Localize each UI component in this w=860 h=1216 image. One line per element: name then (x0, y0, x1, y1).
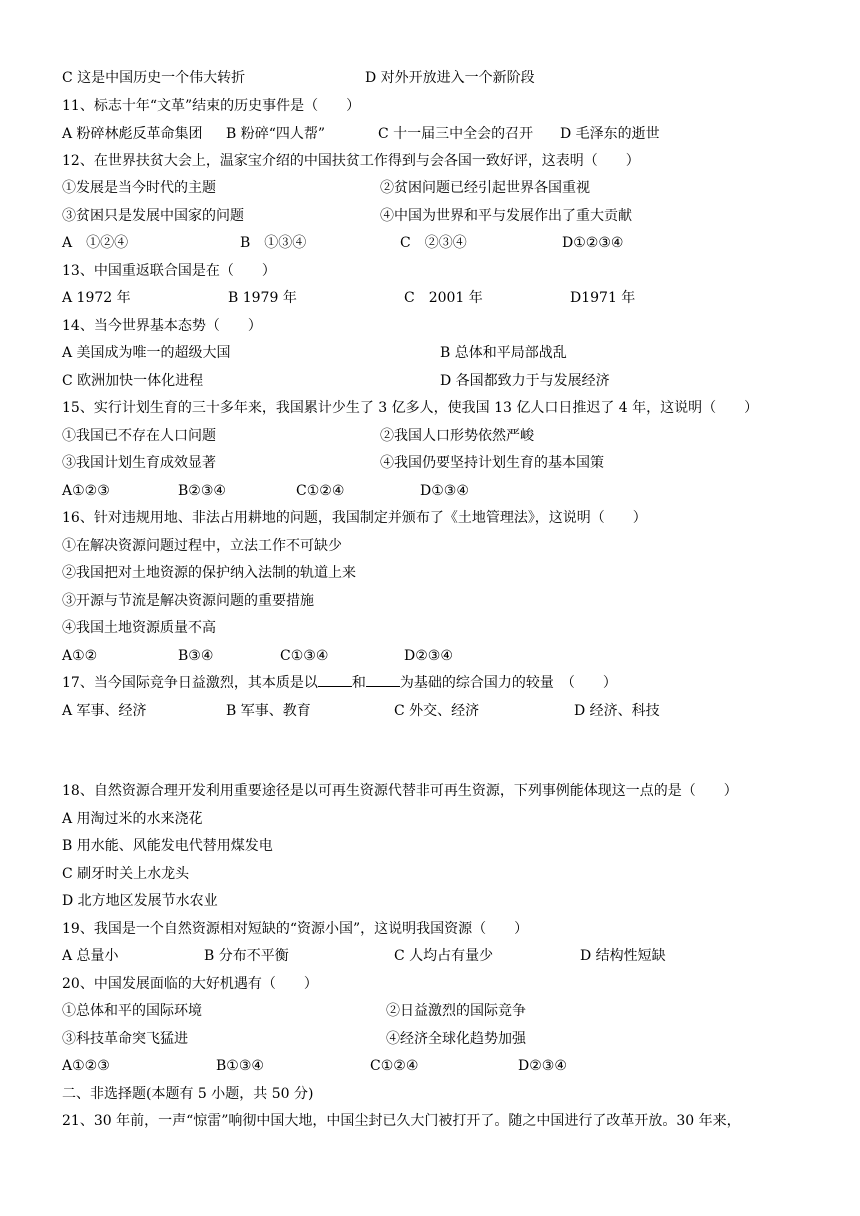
text-line: 20、中国发展面临的大好机遇有（ ） (62, 976, 318, 992)
text-line: ④我国土地资源质量不高 (62, 620, 216, 636)
answer-option: A 粉碎林彪反革命集团 (62, 126, 203, 142)
text-line: 二、非选择题(本题有 5 小题，共 50 分) (62, 1086, 314, 1102)
answer-option: B①③④ (216, 1058, 264, 1074)
answer-option: A 美国成为唯一的超级大国 (62, 345, 231, 361)
answer-option: ④经济全球化趋势加强 (386, 1031, 526, 1047)
answer-option: B③④ (178, 648, 214, 664)
text-line: 12、在世界扶贫大会上，温家宝介绍的中国扶贫工作得到与会各国一致好评，这表明（ ） (62, 153, 640, 169)
answer-option: C 2001 年 (404, 290, 483, 306)
answer-option: C①③④ (280, 648, 329, 664)
q17-part: 和 (351, 675, 366, 691)
q17-part: 17、当今国际竞争日益激烈，其本质是以 (62, 675, 318, 691)
text-line: A 用淘过米的水来浇花 (62, 811, 203, 827)
answer-option: D②③④ (518, 1058, 567, 1074)
answer-option: D 经济、科技 (574, 703, 660, 719)
answer-option: ①总体和平的国际环境 (62, 1003, 202, 1019)
answer-option: C①②④ (370, 1058, 419, 1074)
answer-option: ②贫困问题已经引起世界各国重视 (380, 180, 590, 196)
q17-part: 为基础的综合国力的较量 （ ） (399, 675, 617, 691)
text-line: 15、实行计划生育的三十多年来，我国累计少生了 3 亿多人，使我国 13 亿人口日推迟了 4 年，这说明（ ） (62, 400, 759, 416)
answer-option: D 结构性短缺 (580, 948, 666, 964)
answer-option: B②③④ (178, 483, 226, 499)
text-line: 16、针对违规用地、非法占用耕地的问题，我国制定并颁布了《土地管理法》，这说明（ ） (62, 510, 647, 526)
answer-option: C 十一届三中全会的召开 (378, 126, 534, 142)
answer-option: ②我国人口形势依然严峻 (380, 428, 534, 444)
answer-option: C 人均占有量少 (394, 948, 494, 964)
text-line: 19、我国是一个自然资源相对短缺的“资源小国”，这说明我国资源（ ） (62, 921, 529, 937)
answer-option: D 各国都致力于与发展经济 (440, 373, 610, 389)
answer-option: A 军事、经济 (62, 703, 147, 719)
answer-option: ③我国计划生育成效显著 (62, 455, 216, 471)
answer-option: D 对外开放进入一个新阶段 (365, 70, 535, 86)
answer-option: B 军事、教育 (226, 703, 311, 719)
question-17 (62, 673, 617, 693)
text-line: 14、当今世界基本态势（ ） (62, 318, 262, 334)
answer-option: ①发展是当今时代的主题 (62, 180, 216, 196)
text-line: C 刷牙时关上水龙头 (62, 866, 190, 882)
answer-option: C①②④ (296, 483, 345, 499)
answer-option: A 1972 年 (62, 290, 131, 306)
answer-option: D①②③④ (562, 235, 624, 251)
answer-option: C ②③④ (400, 235, 467, 251)
text-line: ②我国把对土地资源的保护纳入法制的轨道上来 (62, 565, 356, 581)
text-line: ①在解决资源问题过程中，立法工作不可缺少 (62, 538, 342, 554)
answer-option: B ①③④ (240, 235, 307, 251)
answer-option: A①② (62, 648, 98, 664)
answer-option: ④中国为世界和平与发展作出了重大贡献 (380, 208, 632, 224)
answer-option: ③贫困只是发展中国家的问题 (62, 208, 244, 224)
text-line: 21、30 年前，一声“惊雷”响彻中国大地，中国尘封已久大门被打开了。随之中国进行了改革开放。30 年来， (62, 1113, 741, 1129)
answer-option: A①②③ (62, 1058, 110, 1074)
answer-option: B 分布不平衡 (204, 948, 289, 964)
answer-option: ④我国仍要坚持计划生育的基本国策 (380, 455, 604, 471)
text-line: D 北方地区发展节水农业 (62, 893, 218, 909)
answer-option: D①③④ (420, 483, 469, 499)
text-line: 18、自然资源合理开发利用重要途径是以可再生资源代替非可再生资源，下列事例能体现这一点的是（ ） (62, 783, 738, 799)
answer-option: B 粉碎“四人帮” (226, 126, 326, 142)
text-line: 13、中国重返联合国是在（ ） (62, 263, 276, 279)
fill-blank (318, 673, 352, 687)
answer-option: ③科技革命突飞猛进 (62, 1031, 188, 1047)
answer-option: D1971 年 (570, 290, 636, 306)
fill-blank (366, 673, 400, 687)
answer-option: C 外交、经济 (394, 703, 480, 719)
answer-option: C 欧洲加快一体化进程 (62, 373, 204, 389)
answer-option: A①②③ (62, 483, 110, 499)
answer-option: ②日益激烈的国际竞争 (386, 1003, 526, 1019)
answer-option: ①我国已不存在人口问题 (62, 428, 216, 444)
answer-option: A 总量小 (62, 948, 119, 964)
text-line: 11、标志十年“文革”结束的历史事件是（ ） (62, 98, 361, 114)
answer-option: D 毛泽东的逝世 (560, 126, 660, 142)
answer-option: A ①②④ (62, 235, 129, 251)
answer-option: B 1979 年 (228, 290, 297, 306)
text-line: B 用水能、风能发电代替用煤发电 (62, 838, 273, 854)
answer-option: C 这是中国历史一个伟大转折 (62, 70, 246, 86)
answer-option: D②③④ (404, 648, 453, 664)
text-line: ③开源与节流是解决资源问题的重要措施 (62, 593, 314, 609)
answer-option: B 总体和平局部战乱 (440, 345, 567, 361)
